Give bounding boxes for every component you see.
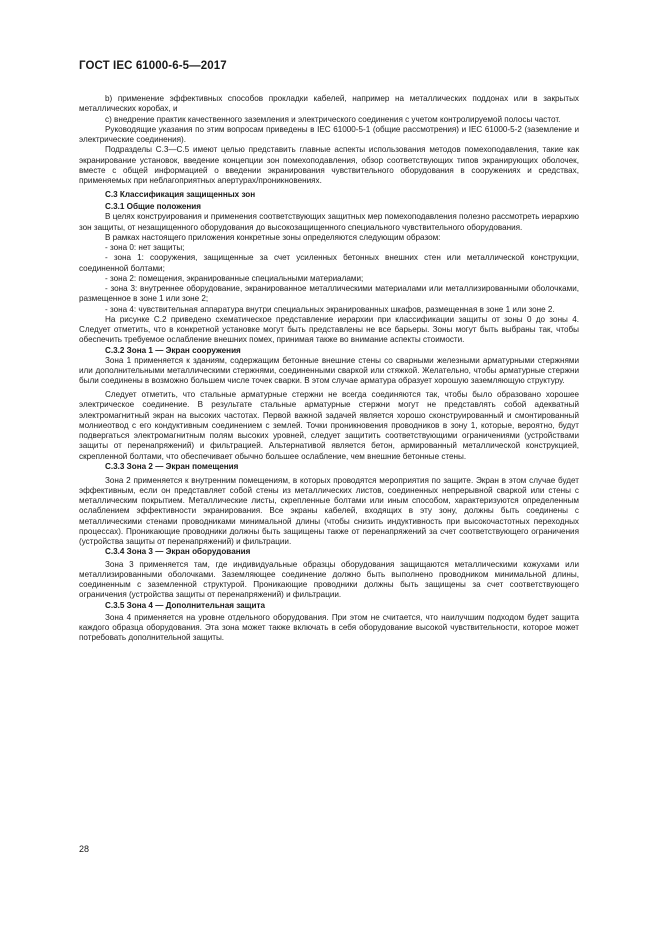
subsection-heading-c3-2: С.3.2 Зона 1 — Экран сооружения	[105, 345, 241, 355]
paragraph: Подразделы С.3—С.5 имеют целью представить главные аспекты использования методов помехоподавления, такие как экранирование установок, введение концепции зон помехоподавления, обзор соответствующих типов экранирующих оболочек, вместе с общей информацией о введении экранирования чувствительного оборудования в сооружениях и средствах, применяемых при неблагоприятных апертурах/проникновениях.	[79, 145, 579, 185]
list-item: - зона 1: сооружения, защищенные за счет усиленных бетонных внешних стен или металлической конструкции, соединенной болтами;	[79, 253, 579, 273]
list-item: - зона 3: внутреннее оборудование, экранированное металлическими материалами или металлизированными оболочками, размещенное в зоне 1 или зоне 2;	[79, 284, 579, 304]
paragraph: Зона 4 применяется на уровне отдельного оборудования. При этом не считается, что наилучшим подходом будет защита каждого образца оборудования. Эта зона может также включать в себя оборудование высокой чувствительности, которое может потребовать дополнительной защиты.	[79, 612, 579, 643]
subsection-heading-c3-1: С.3.1 Общие положения	[105, 202, 202, 211]
paragraph: На рисунке С.2 приведено схематическое представление иерархии при классификации защиты от зоны 0 до зоны 4. Следует отметить, что в конкретной установке могут быть представлены не все барьеры. Зоны могут быть выбраны так, чтобы обеспечить требуемое ослабление внешних помех, принимая также во внимание аспекты стоимости.	[79, 314, 579, 345]
paragraph: Следует отметить, что стальные арматурные стержни не всегда соединяются так, чтобы было образовано хорошее электрическое соединение. В результате стальные арматурные стержни могут не представлять собой адекватный электромагнитный экран на высоких частотах. Первой важной задачей является хорошо сконструированный и смонтированный молниеотвод с его кондуктивным соединением с землей. Точки проникновения проводников в зону 1, которые, вероятно, будут подвергаться электромагнитным полям высоких уровней, следует защитить соответствующими ограничениями (устройствами защиты от перенапряжений) и фильтрацией. Альтернативой является бетон, армированный металлической конструкцией, скрепленной болтами, что обеспечивает обычно большее ослабление, чем внешние бетонные стены.	[79, 390, 579, 461]
paragraph: В рамках настоящего приложения конкретные зоны определяются следующим образом:	[105, 232, 441, 242]
list-item: - зона 0: нет защиты;	[105, 243, 185, 252]
paragraph: Зона 2 применяется к внутренним помещениям, в которых проводятся мероприятия по защите. Экран в этом случае будет эффективным, если он представляет собой стены из металлических листов, соединенных непрерывной сваркой или стены с металлическим покрытием. Металлические листы, скрепленные болтами или иным способом, характеризуются определенным ослаблением эффективности экранирования. Все экраны кабелей, входящих в эту зону, должны быть соединены с металлическими стенами проводниками минимальной длины (чтобы снизить индуктивность при высокочастотных переходных процессах). Проникающие проводники должны быть защищены также от перенапряжений за счет соответствующего ограничения (устройства защиты от перенапряжений) и фильтрации.	[79, 475, 579, 546]
list-item: - зона 4: чувствительная аппаратура внутри специальных экранированных шкафов, размещенная в зоне 1 или зоне 2.	[105, 304, 555, 314]
standard-title: ГОСТ IEC 61000-6-5—2017	[79, 60, 227, 72]
page-number: 28	[79, 844, 90, 854]
subsection-heading-c3-3: С.3.3 Зона 2 — Экран помещения	[105, 461, 239, 471]
paragraph: Зона 1 применяется к зданиям, содержащим бетонные внешние стены со сварными железными арматурными стержнями или дополнительными металлическими стержнями, соединенными сваркой или стяжкой. Желательно, чтобы арматурные стержни были соединены в возможно большем числе точек сварки. В этом случае арматура образует хорошую заземляющую структуру.	[79, 355, 579, 386]
section-heading-c3: С.3 Классификация защищенных зон	[105, 189, 256, 199]
body-text	[79, 94, 579, 644]
paragraph: Зона 3 применяется там, где индивидуальные образцы оборудования защищаются металлическими кожухами или металлизированными оболочками. Заземляющее соединение должно быть выполнено проводником минимальной длины, соединенным с заземленной структурой. Проникающие проводники должны быть защищены за счет соответствующего ограничения (устройства защиты от перенапряжений) и фильтрации.	[79, 559, 579, 600]
list-item: c) внедрение практик качественного заземления и электрического соединения с учетом контролируемой полосы частот.	[105, 114, 561, 124]
list-item: - зона 2: помещения, экранированные специальными материалами;	[105, 273, 364, 283]
list-item: b) применение эффективных способов прокладки кабелей, например на металлических поддонах или в закрытых металлических коробах, и	[79, 94, 579, 114]
subsection-heading-c3-4: С.3.4 Зона 3 — Экран оборудования	[105, 547, 251, 557]
paragraph: Руководящие указания по этим вопросам приведены в IEC 61000-5-1 (общие рассмотрения) и IEC 61000-5-2 (заземление и электрические соединения).	[79, 124, 579, 144]
subsection-heading-c3-5: С.3.5 Зона 4 — Дополнительная защита	[105, 600, 266, 610]
paragraph: В целях конструирования и применения соответствующих защитных мер помехоподавления полезно рассмотреть иерархию зон защиты, от незащищенного оборудования до высокозащищенного специального чувствительного оборудования.	[79, 212, 579, 232]
